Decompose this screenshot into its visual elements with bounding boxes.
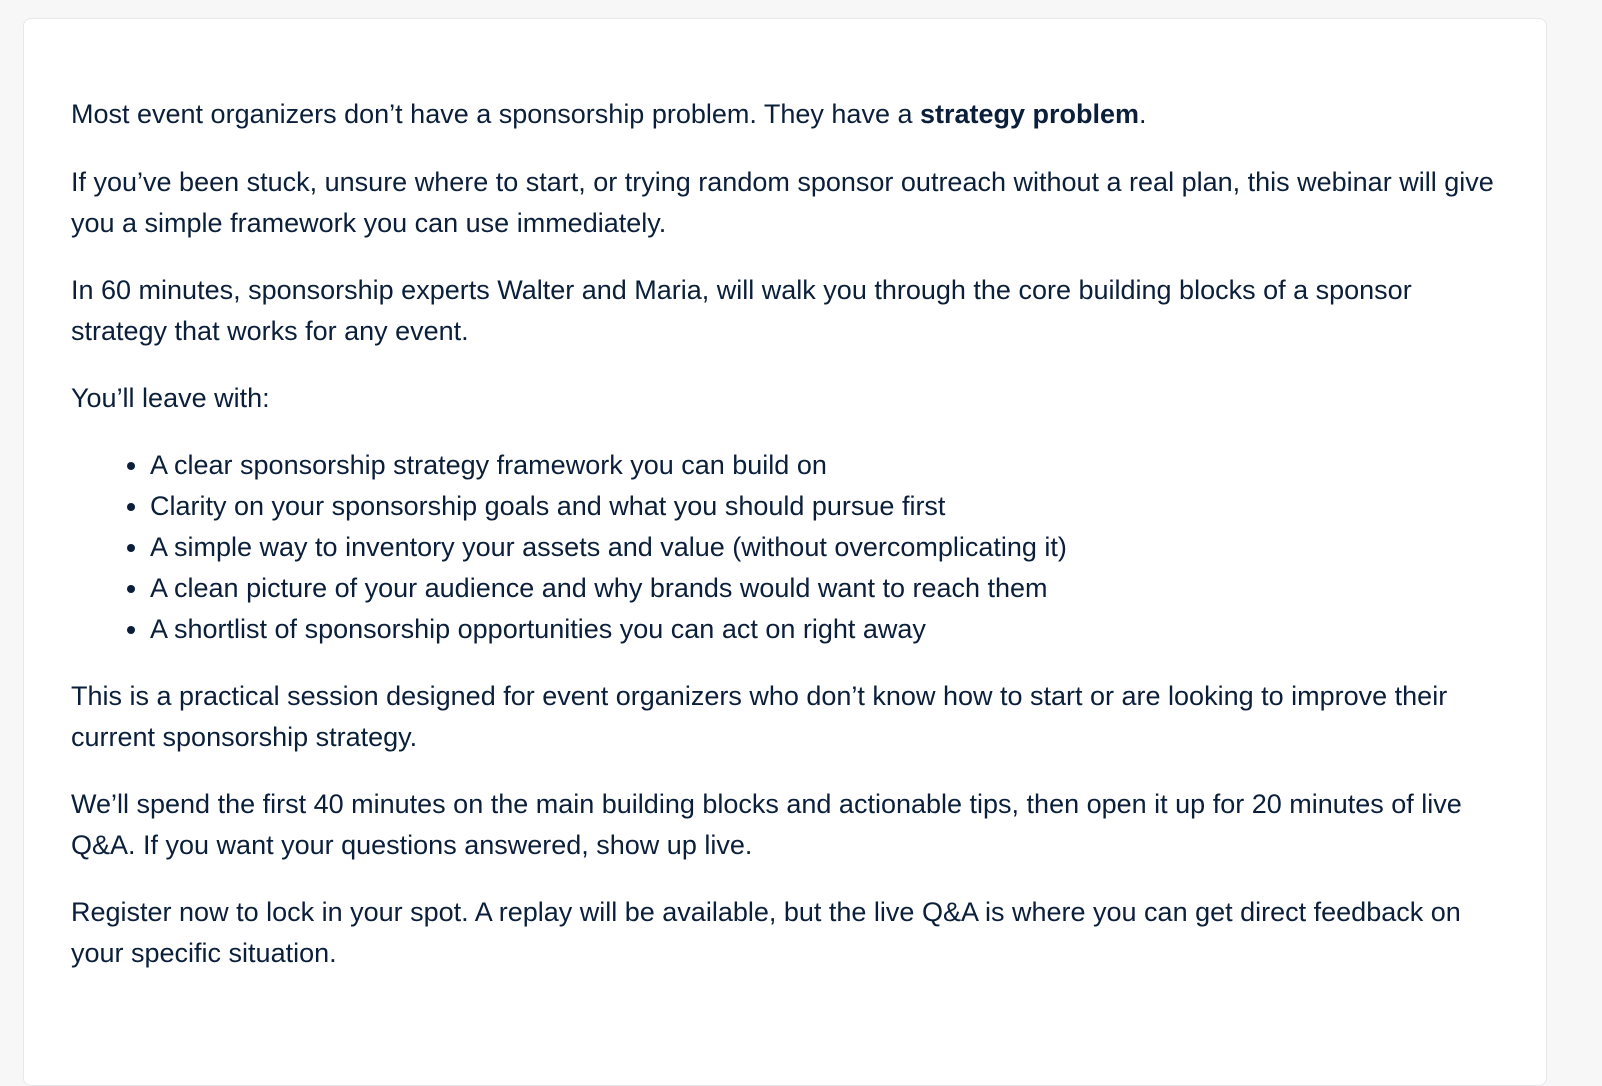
stuck-paragraph: If you’ve been stuck, unsure where to start, or trying random sponsor outreach without a real plan, this webinar will give you a simple framework you can use immediately. (71, 167, 1494, 238)
intro-period: . (1139, 99, 1147, 129)
webinar-description-card (23, 18, 1547, 1086)
practical-session-paragraph: This is a practical session designed for event organizers who don’t know how to start or are looking to improve their current sponsorship strategy. (71, 681, 1448, 752)
intro-text: Most event organizers don’t have a sponsorship problem. They have a (71, 99, 920, 129)
list-item: • A shortlist of sponsorship opportunities you can act on right away (150, 609, 1500, 650)
benefits-list (71, 445, 1500, 650)
list-item: • A clear sponsorship strategy framework you can build on (150, 445, 1500, 486)
experts-paragraph: In 60 minutes, sponsorship experts Walter and Maria, will walk you through the core building blocks of a sponsor strategy that works for any event. (71, 275, 1412, 346)
schedule-paragraph: We’ll spend the first 40 minutes on the main building blocks and actionable tips, then open it up for 20 minutes of live Q&A. If you want your questions answered, show up live. (71, 789, 1462, 860)
intro-bold-text: strategy problem (919, 99, 1140, 129)
list-item: • A clean picture of your audience and why brands would want to reach them (150, 568, 1500, 609)
intro-paragraph (71, 94, 1500, 135)
list-item: • Clarity on your sponsorship goals and what you should pursue first (150, 486, 1500, 527)
register-paragraph: Register now to lock in your spot. A replay will be available, but the live Q&A is where you can get direct feedback on your specific situation. (71, 897, 1461, 968)
list-heading: You’ll leave with: (71, 383, 270, 413)
list-item: • A simple way to inventory your assets and value (without overcomplicating it) (150, 527, 1500, 568)
